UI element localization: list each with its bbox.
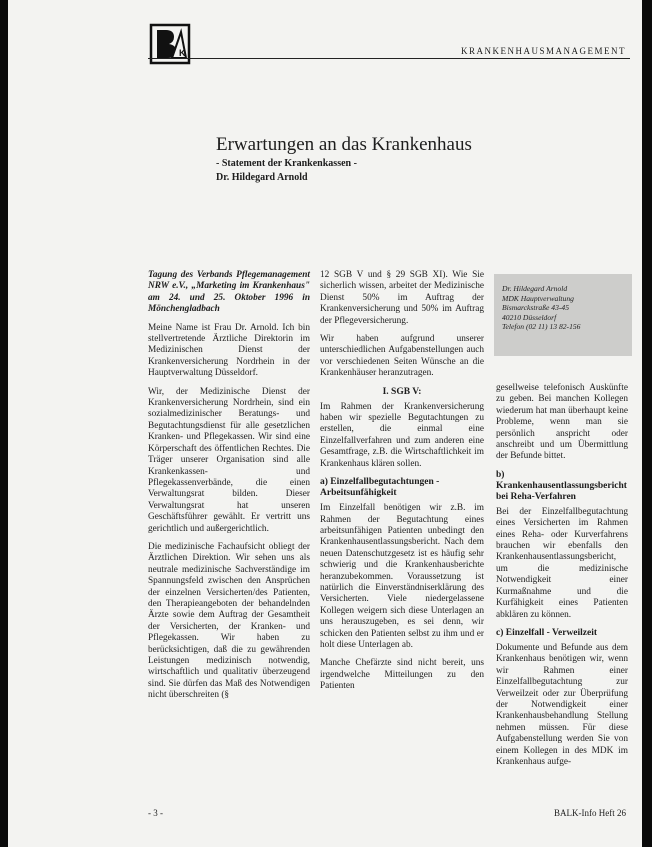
title-block [216,134,576,184]
paragraph: Im Einzelfall benötigen wir z.B. im Rahmen der Begutachtung eines arbeitsunfähigen Patienten unbedingt den Krankenhausentlassungsbericht. Nach dem neuen Datenschutzgesetz ist es häufig sehr schwierig und die Krankenhausberichte heranzubekommen. Voraussetzung ist natürlich die Einverständniserklärung des Versicherten. Viele niedergelassene Kollegen weigern sich diese Unterlagen an uns herauszugeben, es sei denn, wir schicken den Patienten selbst zu ihm und er holt diese Unterlagen ab. [320,503,484,650]
section-label: KRANKENHAUSMANAGEMENT [461,46,626,56]
article-title: Erwartungen an das Krankenhaus [216,134,472,155]
header-rule [148,58,630,59]
section-heading: I. SGB V: [382,386,422,397]
address-line: Bismarckstraße 43-45 [502,303,569,313]
page-number: - 3 - [148,808,163,818]
paragraph: Manche Chefärzte sind nicht bereit, uns irgendwelche Mitteilungen zu den Patienten [320,658,484,692]
address-line: Telefon (02 11) 13 82-156 [502,322,581,332]
paragraph: Meine Name ist Frau Dr. Arnold. Ich bin stellvertretende Ärztliche Direktorin im Medizinischen Dienst der Krankenversicherung Nordrhein in der Hauptverwaltung Düsseldorf. [148,322,310,379]
issue-label: BALK-Info Heft 26 [554,808,626,818]
article-author: Dr. Hildegard Arnold [216,172,308,183]
address-line: Dr. Hildegard Arnold [502,284,568,293]
subsection-heading: b) Krankenhausentlassungsbericht bei Reha-Verfahren [496,469,627,502]
paragraph: Bei der Einzelfallbegutachtung eines Versicherten im Rahmen eines Reha- oder Kurverfahrens brauchen wir ebenfalls den Krankenhausentlassungsbericht, um die medizinische Notwendigkeit einer Kurmaßnahme und die Kurfähigkeit eines Patienten abklären zu können. [496,506,628,620]
scan-edge-left [0,0,8,847]
address-box [494,274,632,356]
subsection-heading: a) Einzelfallbegutachtungen - Arbeitsunfähigkeit [320,477,440,499]
intro-paragraph: Tagung des Verbands Pflegemanagement NRW e.V., „Marketing im Krankenhaus" am 24. und 25. Oktober 1996 in Mönchengladbach [148,270,310,315]
subsection-heading: c) Einzelfall - Verweilzeit [496,627,598,638]
svg-text:K: K [179,48,186,58]
scan-edge-right [642,0,652,847]
article-subtitle: - Statement der Krankenkassen - [216,158,357,169]
paragraph: gesellweise telefonisch Auskünfte zu geben. Bei manchen Kollegen wiederum hat man überhaupt keine Probleme, wenn man sie persönlich anspricht oder anschreibt und um Übermittlung der Befunde bittet. [496,383,628,462]
paragraph: Die medizinische Fachaufsicht obliegt der Ärztlichen Direktion. Wir sehen uns als neutrale medizinische Sachverständige im Spannungsfeld zwischen den Ansprüchen der einzelnen Versicherten/des Patienten, den Therapieangeboten der behandelnden Ärzte sowie dem Auftrag der Gesamtheit der Versicherten, der Kranken- und Pflegekassen. Wir haben zu berücksichtigen, daß die zu gewährenden Leistungen medizinisch notwendig, wirtschaftlich und qualitativ überzeugend sind. Sie dürfen das Maß des Notwendigen nicht überschreiten (§ [148,541,310,701]
balk-logo-icon [148,22,192,66]
paragraph: Wir haben aufgrund unserer unterschiedlichen Aufgabenstellungen auch vor verschiedenen Seiten Wünsche an die Krankenhäuser heranzutragen. [320,334,484,379]
column-2 [320,270,484,700]
paragraph: Wir, der Medizinische Dienst der Krankenversicherung Nordrhein, sind ein sozialmedizinischer Beratungs- und Begutachtungsdienst für alle gesetzlichen Kranken- und Pflegekassen. Wir sind eine Körperschaft des öffentlichen Rechtes. Die Träger unserer Organisation sind alle Krankenkassen- und Pflegekassenverbände, die einen Verwaltungsrat bilden. Dieser Verwaltungsrat hat unseren Geschäftsführer gewählt. Er vertritt uns gerichtlich und außergerichtlich. [148,386,310,534]
paragraph: Im Rahmen der Krankenversicherung haben wir spezielle Begutachtungen zu erstellen, die einmal eine Einzelfallverfahren und zum anderen eine Gesamtfrage, z.B. die Wirtschaftlichkeit im Krankenhaus klären sollen. [320,401,484,469]
column-1 [148,270,310,709]
address-line: MDK Hauptverwaltung [502,293,574,303]
address-line: 40210 Düsseldorf [502,312,557,322]
paragraph: 12 SGB V und § 29 SGB XI). Wie Sie sicherlich wissen, arbeitet der Medizinische Dienst 50% im Auftrag der Krankenversicherung und 50% im Auftrag der Pflegeversicherung. [320,270,484,326]
column-3 [496,383,628,775]
paragraph: Dokumente und Befunde aus dem Krankenhaus benötigen wir, wenn wir Rahmen einer Einzelfallbegutachtung zur Verweilzeit oder zur Überprüfung der Notwendigkeit einer Krankenhausbehandlung Stellung nehmen müssen. Für diese Aufgabenstellung werden Sie von einem Kollegen in des MDK im Krankenhaus aufge- [496,642,628,767]
